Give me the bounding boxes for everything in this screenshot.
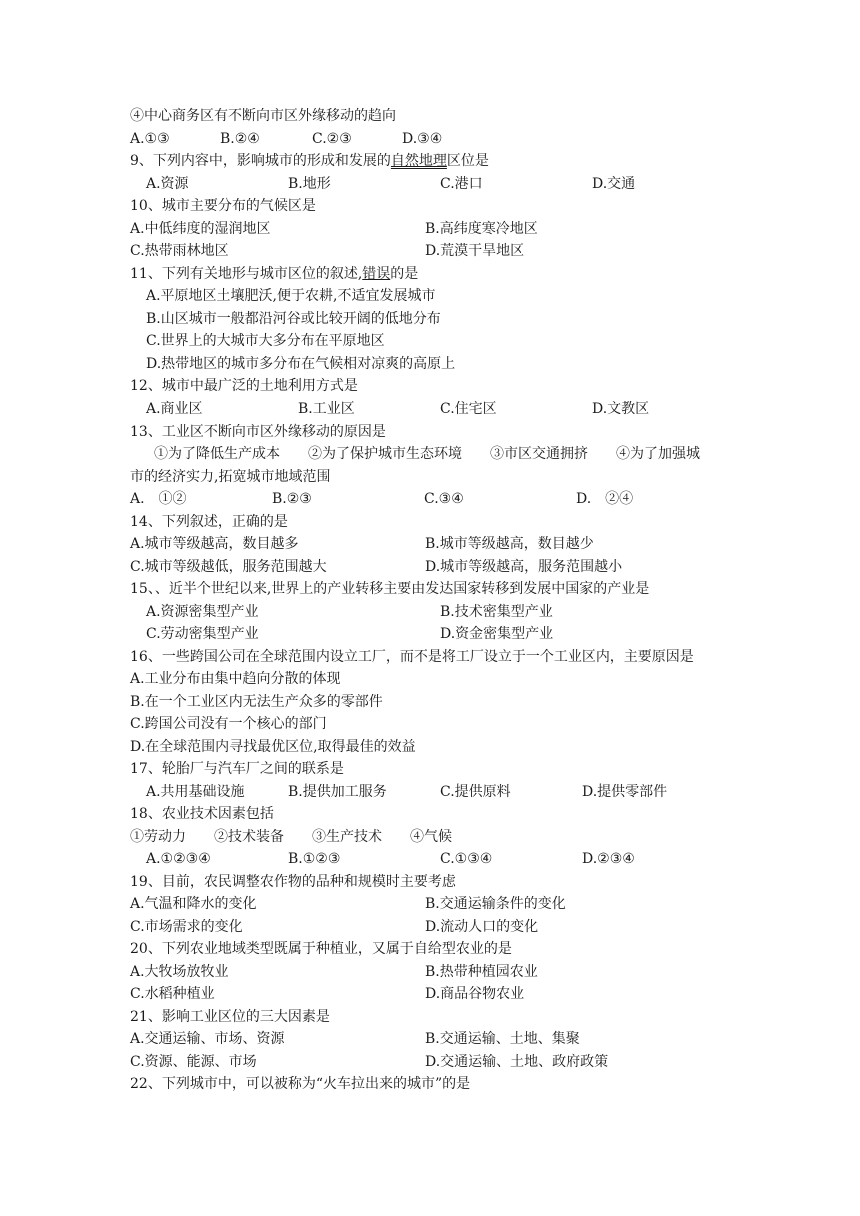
option-c: C.①③④ [440, 851, 493, 867]
answer-options [130, 1051, 750, 1073]
option-c: C.②③ [312, 131, 352, 147]
option-b: B.地形 [288, 176, 331, 192]
option-b: B.②③ [272, 491, 312, 507]
question-18: 18、农业技术因素包括 [130, 806, 274, 822]
option-a: A. ①② [130, 491, 187, 507]
option-b: B.交通运输条件的变化 [425, 896, 566, 912]
question-statements: ①劳动力 ②技术装备 ③生产技术 ④气候 [130, 829, 452, 845]
question-text: 的是 [390, 266, 419, 282]
question-10: 10、城市主要分布的气候区是 [130, 198, 316, 214]
question-text: 区位是 [446, 153, 489, 169]
question-16: 16、一些跨国公司在全球范围内设立工厂，而不是将工厂设立于一个工业区内，主要原因是 [130, 649, 694, 665]
question-20: 20、下列农业地域类型既属于种植业，又属于自给型农业的是 [130, 941, 512, 957]
option-d: D.流动人口的变化 [425, 919, 539, 935]
question-17: 17、轮胎厂与汽车厂之间的联系是 [130, 761, 344, 777]
option-a: A.交通运输、市场、资源 [130, 1031, 285, 1047]
answer-options [130, 848, 750, 870]
option-d: D.资金密集型产业 [440, 626, 554, 642]
option-a: A.平原地区土壤肥沃,便于农耕,不适宜发展城市 [146, 288, 436, 304]
option-d: D.荒漠干旱地区 [425, 243, 525, 259]
option-c: C.世界上的大城市大多分布在平原地区 [146, 333, 385, 349]
question-19: 19、目前，农民调整农作物的品种和规模时主要考虑 [130, 874, 456, 890]
option-d: D.在全球范围内寻找最优区位,取得最佳的效益 [130, 739, 416, 755]
question-15: 15、、近半个世纪以来,世界上的产业转移主要由发达国家转移到发展中国家的产业是 [130, 581, 650, 597]
option-d: D.③④ [402, 131, 443, 147]
option-c: C.热带雨林地区 [130, 243, 229, 259]
answer-options [130, 218, 750, 240]
answer-options [130, 488, 750, 510]
option-c: C.水稻种植业 [130, 986, 215, 1002]
answer-options [130, 398, 750, 420]
option-d: D.文教区 [592, 401, 650, 417]
option-d: D.商品谷物农业 [425, 986, 525, 1002]
option-a: A.①②③④ [146, 851, 211, 867]
option-c: C.劳动密集型产业 [146, 626, 259, 642]
option-d: D.提供零部件 [582, 784, 668, 800]
option-b: B.山区城市一般都沿河谷或比较开阔的低地分布 [146, 311, 441, 327]
option-d: D. ②④ [576, 491, 634, 507]
question-9 [130, 150, 750, 172]
answer-options [130, 1028, 750, 1050]
answer-options [130, 623, 750, 645]
option-b: B.城市等级越高，数目越少 [425, 536, 594, 552]
question-22: 22、下列城市中，可以被称为“火车拉出来的城市”的是 [130, 1076, 471, 1092]
option-d: D.城市等级越高，服务范围越小 [425, 559, 623, 575]
option-a: A.城市等级越高，数目越多 [130, 536, 299, 552]
option-a: A.中低纬度的湿润地区 [130, 221, 271, 237]
option-b: B.高纬度寒冷地区 [425, 221, 538, 237]
option-a: A.资源 [146, 176, 189, 192]
option-b: B.提供加工服务 [288, 784, 387, 800]
option-c: C.跨国公司没有一个核心的部门 [130, 716, 327, 732]
question-statements: ①为了降低生产成本 ②为了保护城市生态环境 ③市区交通拥挤 ④为了加强城 [154, 446, 700, 462]
answer-options [130, 173, 750, 195]
option-d: D.热带地区的城市多分布在气候相对凉爽的高原上 [146, 356, 456, 372]
answer-options [130, 533, 750, 555]
question-13: 13、工业区不断向市区外缘移动的原因是 [130, 424, 386, 440]
question-text: 9、下列内容中，影响城市的形成和发展的 [130, 153, 391, 169]
emphasized-term: 错误 [362, 266, 391, 282]
question-11 [130, 263, 750, 285]
answer-options [130, 983, 750, 1005]
option-d: D.交通运输、土地、政府政策 [425, 1054, 609, 1070]
option-a: A.工业分布由集中趋向分散的体现 [130, 671, 341, 687]
emphasized-term: 自然地理 [390, 153, 447, 169]
option-b: B.在一个工业区内无法生产众多的零部件 [130, 694, 383, 710]
option-b: B.工业区 [298, 401, 355, 417]
option-a: A.气温和降水的变化 [130, 896, 257, 912]
option-c: C.提供原料 [440, 784, 511, 800]
option-b: B.技术密集型产业 [440, 604, 553, 620]
option-b: B.交通运输、土地、集聚 [425, 1031, 580, 1047]
option-a: A.大牧场放牧业 [130, 964, 229, 980]
answer-options [130, 240, 750, 262]
option-a: A.商业区 [146, 401, 203, 417]
option-c: C.城市等级越低，服务范围越大 [130, 559, 327, 575]
option-c: C.资源、能源、市场 [130, 1054, 257, 1070]
answer-options [130, 601, 750, 623]
question-statements: 市的经济实力,拓宽城市地域范围 [130, 469, 331, 485]
question-fragment: ④中心商务区有不断向市区外缘移动的趋向 [130, 108, 396, 124]
answer-options [130, 781, 750, 803]
answer-options [130, 556, 750, 578]
option-a: A.资源密集型产业 [146, 604, 259, 620]
question-12: 12、城市中最广泛的土地利用方式是 [130, 378, 358, 394]
question-21: 21、影响工业区位的三大因素是 [130, 1009, 330, 1025]
question-text: 11、下列有关地形与城市区位的叙述, [130, 266, 363, 282]
option-b: B.热带种植园农业 [425, 964, 538, 980]
option-b: B.①②③ [288, 851, 341, 867]
option-a: A.共用基础设施 [146, 784, 245, 800]
answer-options [130, 961, 750, 983]
option-c: C.港口 [440, 176, 483, 192]
answer-options [130, 916, 750, 938]
option-d: D.交通 [592, 176, 636, 192]
option-d: D.②③④ [582, 851, 635, 867]
option-c: C.市场需求的变化 [130, 919, 243, 935]
answer-options [130, 893, 750, 915]
option-b: B.②④ [220, 131, 260, 147]
option-c: C.③④ [424, 491, 464, 507]
answer-options [130, 128, 750, 150]
option-a: A.①③ [130, 131, 170, 147]
question-14: 14、下列叙述，正确的是 [130, 514, 288, 530]
option-c: C.住宅区 [440, 401, 497, 417]
